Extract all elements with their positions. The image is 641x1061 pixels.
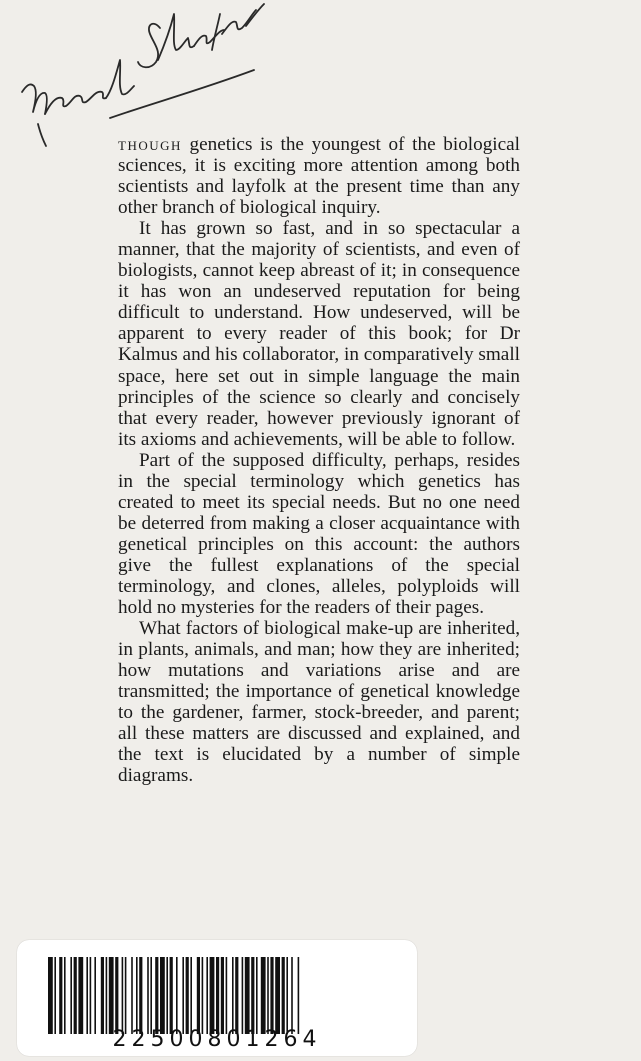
barcode-bar	[286, 957, 288, 1034]
barcode-bar	[210, 957, 215, 1034]
blurb-text	[118, 134, 520, 786]
barcode-bar	[251, 957, 254, 1034]
barcode-bar	[115, 957, 118, 1034]
barcode-bar	[202, 957, 204, 1034]
paragraph-2: It has grown so fast, and in so spectacular a manner, that the majority of scientists, and even of biologists, cannot keep abreast of it; in consequence it has won an undeserved reputation for being difficult to understand. How undeserved, will be apparent to every reader of this book; for Dr Kalmus and his collaborator, in comparatively small space, here set out in simple language the main principles of the science so clearly and concisely that every reader, however previously ignorant of its axioms and achievements, will be able to follow.	[118, 218, 520, 450]
barcode-bar	[176, 957, 178, 1034]
barcode-bar	[78, 957, 83, 1034]
barcode-bar	[131, 957, 133, 1034]
barcode-bar	[206, 957, 208, 1034]
barcode-bar	[182, 957, 184, 1034]
barcode-bar	[275, 957, 280, 1034]
barcode-bar	[86, 957, 88, 1034]
paragraph-1	[118, 134, 520, 218]
barcode-bar	[160, 957, 165, 1034]
barcode-bar	[235, 957, 238, 1034]
library-barcode-label	[17, 940, 417, 1056]
barcode-bar	[155, 957, 158, 1034]
barcode-bar	[170, 957, 173, 1034]
barcode-bar	[282, 957, 285, 1034]
lead-word: though	[118, 134, 182, 155]
barcode-bar	[221, 957, 224, 1034]
barcode-bar	[74, 957, 77, 1034]
barcode-bar	[186, 957, 189, 1034]
barcode-bar	[139, 957, 142, 1034]
barcode-bar	[150, 957, 152, 1034]
paragraph-4: What factors of biological make-up are inherited, in plants, animals, and man; how they are inherited; how mutations and variations arise and are transmitted; the importance of genetical knowledge to the gardener, farmer, stock-breeder, and parent; all these matters are discussed and explained, and the text is elucidated by a number of simple diagrams.	[118, 618, 520, 787]
barcode-bar	[64, 957, 66, 1034]
barcode-bar	[101, 957, 104, 1034]
barcode-bar	[267, 957, 269, 1034]
paragraph-3: Part of the supposed difficulty, perhaps, resides in the special terminology which genetics has created to meet its special needs. But no one need be deterred from making a closer acquaintance with genetical principles on this account: the authors give the fullest explanations of the special terminology, and clones, alleles, polyploids will hold no mysteries for the readers of their pages.	[118, 449, 520, 619]
barcode-bar	[298, 957, 300, 1034]
barcode-bar	[197, 957, 200, 1034]
barcode-bar	[122, 957, 124, 1034]
barcode-bar	[90, 957, 92, 1034]
barcode-bar	[106, 957, 108, 1034]
barcode-bar	[245, 957, 250, 1034]
barcode-bar	[147, 957, 149, 1034]
barcode-bar	[232, 957, 234, 1034]
paragraph-text: genetics is the youngest of the biological sciences, it is exciting more attention among both scientists and layfolk at the present time than any other branch of biological inquiry.	[118, 134, 520, 219]
barcode-bar	[125, 957, 127, 1034]
barcode-bar	[242, 957, 244, 1034]
barcode-bar	[216, 957, 219, 1034]
barcode-bar	[59, 957, 62, 1034]
barcode-bar	[270, 957, 273, 1034]
barcode-bar	[109, 957, 114, 1034]
barcode-bar	[136, 957, 138, 1034]
barcode-number: 22500801264	[112, 1027, 322, 1052]
barcode-bar	[54, 957, 56, 1034]
barcode-bar	[226, 957, 228, 1034]
barcode-bar	[261, 957, 266, 1034]
barcode-bar	[190, 957, 192, 1034]
barcode-bar	[48, 957, 53, 1034]
barcode-icon	[48, 957, 376, 1034]
barcode-bar	[291, 957, 293, 1034]
barcode-bar	[256, 957, 258, 1034]
barcode-bar	[94, 957, 96, 1034]
barcode-bar	[70, 957, 72, 1034]
barcode-bar	[166, 957, 168, 1034]
